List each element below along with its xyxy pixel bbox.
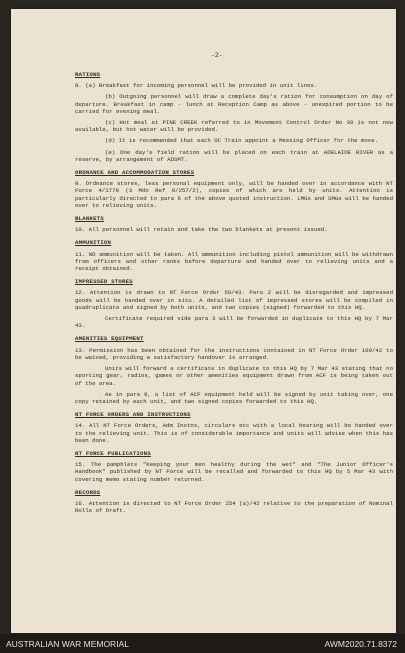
para-10: 10. All personnel will retain and take the two blankets at present issued. (75, 226, 328, 234)
heading-orders: NT FORCE ORDERS AND INSTRUCTIONS (75, 411, 191, 419)
footer-accession-number: AWM2020.71.8372 (324, 639, 397, 649)
document-page (11, 9, 396, 633)
para-8b: (b) Outgoing personnel will draw a complete day's ration for consumption on day of departure. Breakfast in camp - lunch at Reception Camp as above - unexpired portion to be carried for evening meal. (75, 93, 393, 115)
para-15: 15. The pamphlets "Keeping your men healthy during the wet" and "The Junior Officer's Handbook" published by NT Force will be recalled and forwarded to this HQ by 5 Mar 43 with covering memo stating number returned. (75, 461, 393, 483)
footer-source: AUSTRALIAN WAR MEMORIAL (6, 639, 129, 649)
heading-blankets: BLANKETS (75, 215, 104, 223)
para-11: 11. NO ammunition will be taken. All ammunition including pistol ammunition will be withdrawn from officers and other ranks before departure and handed over to relieving units and a receipt obtained. (75, 250, 393, 273)
heading-rations: RATIONS (75, 71, 101, 78)
heading-impressed-stores: IMPRESSED STORES (75, 278, 133, 286)
para-8d: (d) It is recommended that each OC Train appoint a Messing Officer for the move. (105, 137, 379, 145)
para-9: 9. Ordnance stores, less personal equipment only, will be handed over in accordance with NT Force 4/1779 (3 Mdo Ref 0/257/2), copies of which are held by units. Attention is particularly directed to para 6 of the above quoted instruction. LMGs and SMGs will be handed over to relieving units. (75, 180, 393, 209)
para-8e: (e) One day's field ration will be placed on each train at ADELAIDE RIVER as a reserve, by arrangement of ADSMT. (75, 148, 393, 163)
heading-records: RECORDS (75, 488, 101, 496)
para-13-list: As in para 9, a list of ACF equipment held will be signed by unit taking over, one copy retained by each unit, and two signed copies forwarded to this HQ. (75, 390, 393, 405)
heading-ordnance: ORDNANCE AND ACCOMMODATION STORES (75, 169, 195, 177)
para-13: 13. Permission has been obtained for the instructions contained in NT Force Order 109/42 to be waived, providing a satisfactory handover is arranged. (75, 346, 393, 361)
para-16: 16. Attention is directed to NT Force Order 254 (a)/42 relative to the preparation of Nominal Rolls of Draft. (75, 499, 393, 515)
para-8a: 8. (a) Breakfast for incoming personnel will be provided in unit lines. (75, 82, 318, 90)
page-number: -2- (211, 52, 223, 59)
heading-publications: NT FORCE PUBLICATIONS (75, 449, 151, 457)
heading-ammunition: AMMUNITION (75, 239, 112, 247)
heading-amenities: AMENITIES EQUIPMENT (75, 335, 144, 343)
para-13-units: Units will forward a certificate in duplicate to this HQ by 7 Mar 43 stating that no sporting gear, radios, games or other amenities equipment drawn from ACF is being taken out of the area. (75, 365, 393, 387)
para-12-cert: Certificate required vide para 3 will be forwarded in duplicate to this HQ by 7 Mar 43. (75, 315, 393, 330)
para-14: 14. All NT Force Orders, Adm Instns, circulars etc with a local bearing will be handed over to the relieving unit. This is of considerable importance and units will advise when this has been done. (75, 422, 393, 444)
document-body (75, 49, 393, 518)
footer-bar (0, 634, 405, 653)
para-12: 12. Attention is drawn to NT Force Order 50/43. Para 2 will be disregarded and impressed goods will be handed over in situ. A detailed list of impressed stores will be compiled in quadruplicate and signed by both units, and two copies (signed) forwarded to this HQ. (75, 289, 393, 311)
para-8c: (c) Hot meal at PINE CREEK referred to in Movement Control Order No 39 is not now available, but hot water will be provided. (75, 119, 393, 134)
